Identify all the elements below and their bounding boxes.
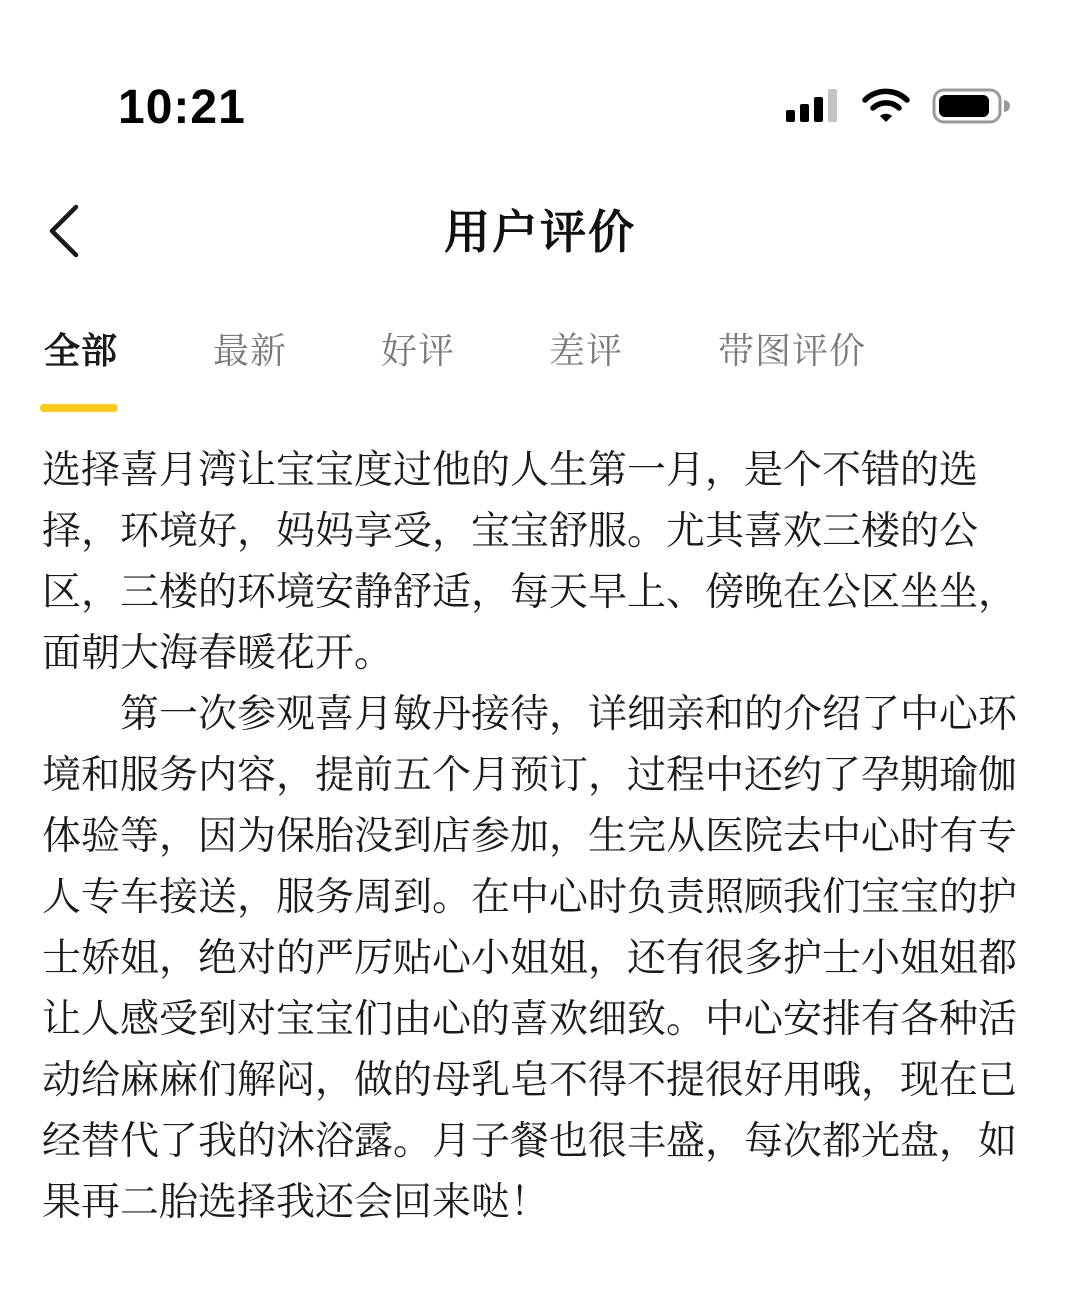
tab-all[interactable]: 全部 xyxy=(44,331,119,372)
review-filter-tabs xyxy=(0,320,1080,420)
tab-latest[interactable]: 最新 xyxy=(213,331,288,372)
active-tab-indicator xyxy=(40,404,118,412)
status-bar xyxy=(0,0,1080,160)
tab-positive[interactable]: 好评 xyxy=(381,331,456,372)
page-title: 用户评价 xyxy=(444,205,636,259)
tab-with-photos[interactable]: 带图评价 xyxy=(718,331,867,372)
status-icons xyxy=(786,86,1010,130)
review-content xyxy=(42,440,1032,1233)
cellular-signal-icon xyxy=(786,88,840,128)
status-time: 10:21 xyxy=(118,81,246,134)
nav-bar xyxy=(0,190,1080,274)
review-paragraph: 选择喜月湾让宝宝度过他的人生第一月，是个不错的选择，环境好，妈妈享受，宝宝舒服。尤其喜欢三楼的公区，三楼的环境安静舒适，每天早上、傍晚在公区坐坐，面朝大海春暖花开。 xyxy=(42,448,1018,676)
tab-negative[interactable]: 差评 xyxy=(549,331,624,372)
battery-icon xyxy=(932,87,1010,129)
review-paragraph: 第一次参观喜月敏丹接待，详细亲和的介绍了中心环境和服务内容，提前五个月预订，过程中还约了孕期瑜伽体验等，因为保胎没到店参加，生完从医院去中心时有专人专车接送，服务周到。在中心时负责照顾我们宝宝的护士娇姐，绝对的严厉贴心小姐姐，还有很多护士小姐姐都让人感受到对宝宝们由心的喜欢细致。中心安排有各种活动给麻麻们解闷，做的母乳皂不得不提很好用哦，现在已经替代了我的沐浴露。月子餐也很丰盛，每次都光盘，如果再二胎选择我还会回来哒！ xyxy=(42,692,1018,1225)
wifi-icon xyxy=(862,88,910,128)
